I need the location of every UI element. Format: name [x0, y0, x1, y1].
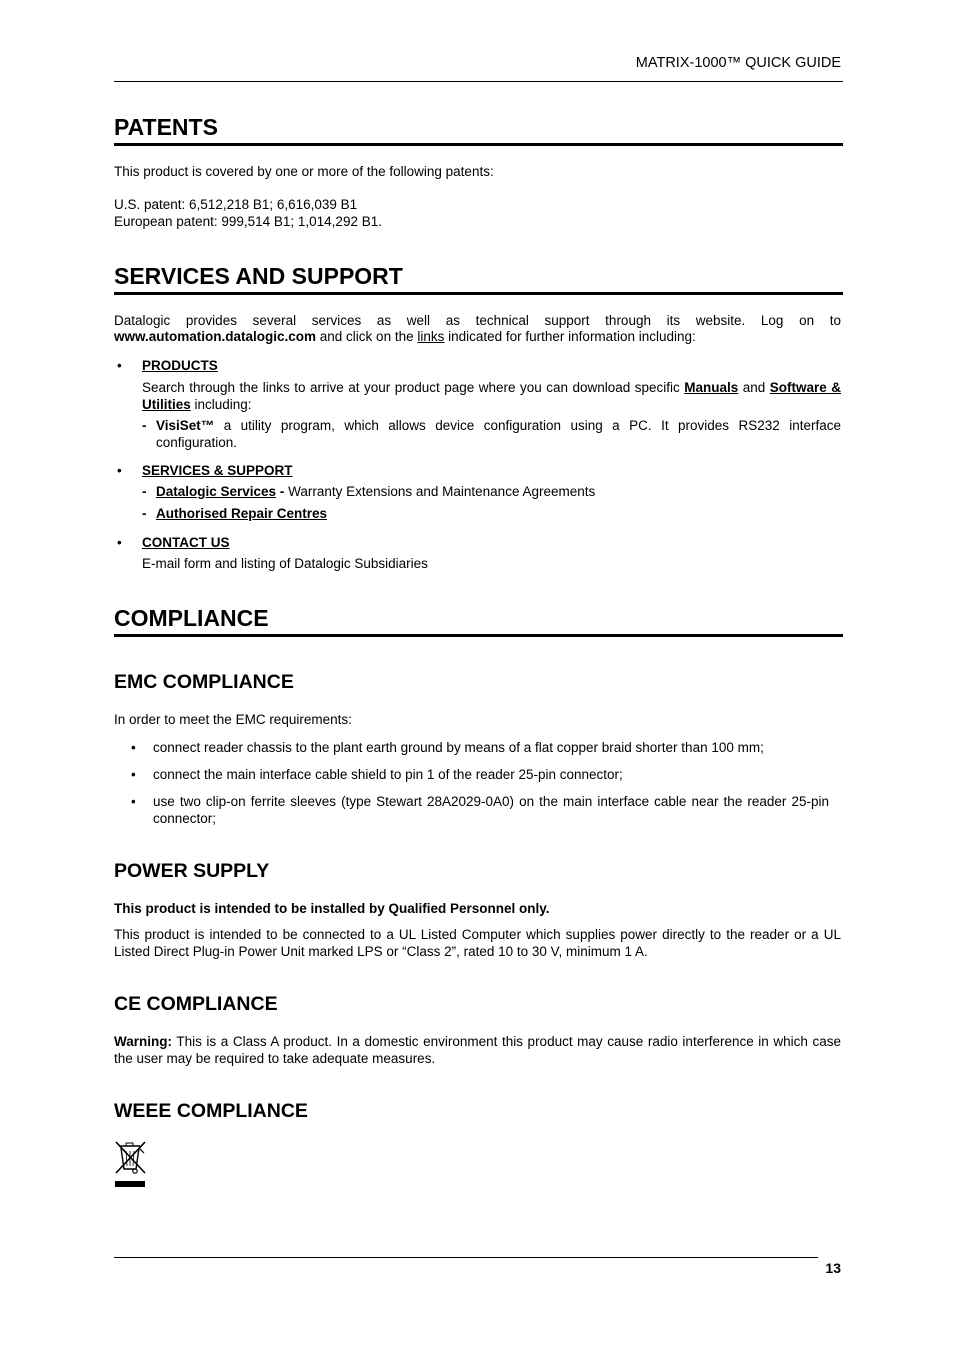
services-heading-rule — [114, 292, 843, 295]
emc-item: connect the main interface cable shield to pin 1 of the reader 25-pin connector; — [153, 767, 623, 782]
datalogic-services-link[interactable]: Datalogic Services — [156, 484, 277, 499]
compliance-heading-rule — [114, 634, 843, 637]
contact-us-link[interactable]: CONTACT US — [142, 535, 230, 550]
manuals-link[interactable]: Manuals — [684, 380, 739, 395]
visiset-name: VisiSet™ — [156, 418, 215, 433]
bullet-icon: • — [131, 794, 136, 809]
patents-heading-rule — [114, 143, 843, 146]
services-heading: SERVICES AND SUPPORT — [114, 263, 403, 289]
products-link[interactable]: PRODUCTS — [142, 358, 218, 373]
patents-us: U.S. patent: 6,512,218 B1; 6,616,039 B1 — [114, 197, 358, 212]
power-bold-note: This product is intended to be installed by Qualified Personnel only. — [114, 901, 550, 916]
bullet-icon: • — [117, 358, 122, 373]
visiset-dash: - — [142, 418, 147, 433]
power-heading: POWER SUPPLY — [114, 860, 270, 882]
products-desc: Search through the links to arrive at your product page where you can download specific Manuals and Software & Utilities including: — [142, 380, 841, 412]
authorised-repair-link[interactable]: Authorised Repair Centres — [156, 506, 328, 521]
dash: - — [142, 506, 147, 521]
dash: - — [142, 484, 147, 499]
header-rule — [114, 81, 843, 82]
services-intro-line1: Datalogic provides several services as well as technical support through its website. Log on to — [114, 313, 841, 328]
emc-item: use two clip-on ferrite sleeves (type Stewart 28A2029-0A0) on the main interface cable near the reader 25-pin connector; — [153, 794, 829, 826]
patents-intro: This product is covered by one or more of the following patents: — [114, 164, 494, 179]
ce-heading: CE COMPLIANCE — [114, 993, 278, 1015]
patents-heading: PATENTS — [114, 114, 218, 140]
patents-eu: European patent: 999,514 B1; 1,014,292 B1. — [114, 214, 382, 229]
bullet-icon: • — [117, 535, 122, 550]
services-support-link[interactable]: SERVICES & SUPPORT — [142, 463, 293, 478]
power-text: This product is intended to be connected to a UL Listed Computer which supplies power directly to the reader or a UL Listed Direct Plug-in Power Unit marked LPS or “Class 2”, rated 10 to 30 V, minimum 1 A. — [114, 927, 841, 959]
links-link[interactable]: links — [417, 329, 445, 344]
footer-rule — [114, 1257, 818, 1258]
emc-intro: In order to meet the EMC requirements: — [114, 712, 352, 727]
support-item-services: Datalogic Services - Warranty Extensions and Maintenance Agreements — [156, 484, 596, 499]
visiset-desc: VisiSet™ a utility program, which allows device configuration using a PC. It provides RS232 interface configuration. — [156, 418, 841, 450]
website-url[interactable]: www.automation.datalogic.com — [114, 329, 317, 344]
compliance-heading: COMPLIANCE — [114, 605, 269, 631]
contact-desc: E-mail form and listing of Datalogic Subsidiaries — [142, 556, 428, 571]
emc-item: connect reader chassis to the plant earth ground by means of a flat copper braid shorter than 100 mm; — [153, 740, 764, 755]
bullet-icon: • — [117, 463, 122, 478]
software-utilities-link[interactable]: Software & Utilities — [142, 380, 841, 412]
page-number: 13 — [825, 1260, 841, 1276]
bullet-icon: • — [131, 740, 136, 755]
ce-warning: Warning: This is a Class A product. In a domestic environment this product may cause radio interference in which case the user may be required to take adequate measures. — [114, 1034, 841, 1066]
warning-label: Warning: — [114, 1034, 172, 1049]
running-header: MATRIX-1000™ QUICK GUIDE — [635, 55, 841, 71]
services-intro-line2: www.automation.datalogic.com and click on the links indicated for further information including: — [114, 329, 696, 344]
bullet-icon: • — [131, 767, 136, 782]
weee-heading: WEEE COMPLIANCE — [114, 1100, 308, 1122]
emc-heading: EMC COMPLIANCE — [114, 671, 294, 693]
crossed-out-wheelie-bin-icon — [113, 1139, 149, 1189]
